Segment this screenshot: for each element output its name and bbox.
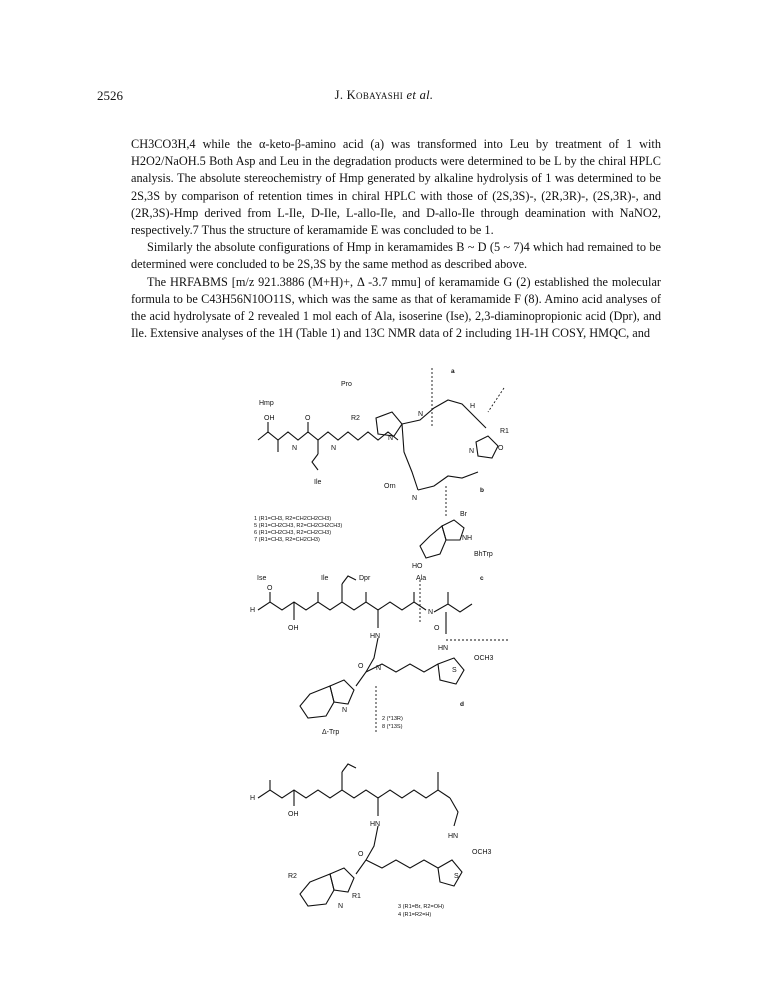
atom-s-b: S <box>454 873 459 880</box>
label-ile-mid: Ile <box>321 575 329 582</box>
dash-divider-2 <box>488 388 504 412</box>
atom-och3-b: OCH3 <box>472 849 492 856</box>
atom-r2-b: R2 <box>288 873 297 880</box>
atom-br: Br <box>460 511 467 518</box>
atom-o-dtrp: O <box>358 663 364 670</box>
atom-n-pro: N <box>388 435 394 442</box>
atom-oh-bottom: OH <box>288 811 299 818</box>
atom-h-top: H <box>470 403 476 410</box>
label-dpr: Dpr <box>359 575 371 582</box>
dtrp-benzene <box>300 686 334 718</box>
running-head-etal: et al. <box>406 88 434 102</box>
compound-2: 2 (*13R) <box>382 716 403 722</box>
atom-s-mid: S <box>452 667 457 674</box>
atom-n-oxazole: N <box>469 448 475 455</box>
atom-n-2: N <box>331 445 337 452</box>
paragraph-1: CH3CO3H,4 while the α-keto-β-amino acid (a) was transformed into Leu by treatment of 1 with H2O2/NaOH.5 Both Asp and Leu in the degradation products were determined to be L by the chiral HPLC analysis. The absolute stereochemistry of Hmp generated by alkaline hydrolysis of 1 was determined to be 2S,3S by comparison of retention times in chiral HPLC with those of (2S,3S)-, (2R,3R)-, (2S,3R)-, and (2R,3S)-Hmp derived from L-Ile, D-Ile, L-allo-Ile, and D-allo-Ile through deamination with NaNO2, respectively.7 Thus the structure of keramamide E was concluded to be 1. <box>131 137 661 238</box>
peptide-backbone-mid <box>258 602 426 610</box>
atom-o-keto: O <box>434 625 440 632</box>
page-number: 2526 <box>97 88 123 103</box>
atom-r1-b: R1 <box>352 893 361 900</box>
label-pro: Pro <box>341 381 352 388</box>
body-text <box>131 136 661 342</box>
label-ile-top: Ile <box>314 479 322 486</box>
structure-top <box>254 368 509 570</box>
thiazole-ring-mid <box>438 658 464 684</box>
compound-3: 3 (R1=Br, R2=OH) <box>398 904 445 910</box>
atom-hn-b: HN <box>448 833 459 840</box>
label-c: c <box>480 575 484 582</box>
structures-svg <box>248 368 518 974</box>
label-b: b <box>480 487 484 494</box>
atom-o-oxazole: O <box>498 445 504 452</box>
running-head-author: J. Kobayashi <box>334 88 404 102</box>
trp-link-b <box>356 826 378 874</box>
atom-h-formyl: H <box>250 607 256 614</box>
atom-r1-top: R1 <box>500 428 509 435</box>
atom-nh-mid: N <box>342 707 348 714</box>
atom-o-1: O <box>305 415 311 422</box>
atom-o-trp-b: O <box>358 851 364 858</box>
orn-chain <box>402 424 418 490</box>
atom-r2-top: R2 <box>351 415 360 422</box>
atom-och3-mid: OCH3 <box>474 655 494 662</box>
atom-oh-top: OH <box>264 415 275 422</box>
atom-hn-dpr-b: HN <box>370 821 381 828</box>
structure-middle <box>250 575 510 736</box>
indole-benzene-top <box>420 526 446 558</box>
label-orn: Orn <box>384 483 396 490</box>
trp-benzene-b <box>300 874 334 906</box>
peptide-backbone-top <box>258 432 398 440</box>
thiazole-linker-b <box>366 860 438 868</box>
structure-bottom <box>250 764 492 918</box>
paragraph-3: The HRFABMS [m/z 921.3886 (M+H)+, Δ -3.7 mmu] of keramamide G (2) established the molecular formula to be C43H56N10O11S, which was the same as that of keramamide F (8). Amino acid analyses of the acid hydrolysate of 2 revealed 1 mol each of Ala, isoserine (Ise), 2,3-diaminopropionic acid (Dpr), and Ile. Extensive analyses of the 1H (Table 1) and 13C NMR data of 2 including 1H-1H COSY, HMQC, and <box>131 274 661 341</box>
atom-ho: HO <box>412 563 423 570</box>
label-dtrp: Δ-Trp <box>322 729 340 736</box>
label-ala: Ala <box>416 575 427 582</box>
oxazole-ring <box>476 436 498 458</box>
keto-link-b <box>450 798 458 826</box>
atom-hn-dpr: HN <box>370 633 381 640</box>
dehydrotrp-link <box>356 638 378 686</box>
macrocycle-bottom <box>418 472 478 490</box>
compound-5: 5 (R1=CH2CH3, R2=CH2CH2CH3) <box>254 523 343 529</box>
running-head <box>0 88 768 103</box>
label-hmp: Hmp <box>259 400 274 407</box>
atom-o-formyl: O <box>267 585 273 592</box>
atom-n-ala: N <box>428 609 434 616</box>
compound-4: 4 (R1=R2=H) <box>398 912 432 918</box>
ile-branch-top <box>312 454 318 470</box>
ile-branch-mid <box>342 576 356 584</box>
compound-7: 7 (R1=CH3, R2=CH2CH3) <box>254 537 320 543</box>
label-ise: Ise <box>257 575 267 582</box>
label-a: a <box>451 368 455 375</box>
atom-n-orn: N <box>412 495 418 502</box>
compound-1: 1 (R1=CH3, R2=CH2CH2CH3) <box>254 516 332 522</box>
atom-hn-c: HN <box>438 645 449 652</box>
atom-n-b: N <box>338 903 344 910</box>
residue-c-chain <box>434 604 472 612</box>
atom-h-formyl-b: H <box>250 795 256 802</box>
atom-n-1: N <box>292 445 298 452</box>
label-bhtrp: BhTrp <box>474 551 493 558</box>
atom-oh-mid: OH <box>288 625 299 632</box>
chemical-structures-figure <box>248 368 518 974</box>
peptide-backbone-bottom <box>258 790 450 798</box>
paragraph-2: Similarly the absolute configurations of Hmp in keramamides B ~ D (5 ~ 7)4 which had remained to be determined were concluded to be 2S,3S by the same method as described above. <box>131 240 661 272</box>
atom-nh-top: NH <box>462 535 473 542</box>
ile-branch-b <box>342 764 356 772</box>
atom-n-linker: N <box>376 665 382 672</box>
atom-n-3: N <box>418 411 424 418</box>
compound-8: 8 (*13S) <box>382 724 403 730</box>
label-d: d <box>460 701 464 708</box>
compound-6: 6 (R1=CH2CH3, R2=CH2CH3) <box>254 530 332 536</box>
